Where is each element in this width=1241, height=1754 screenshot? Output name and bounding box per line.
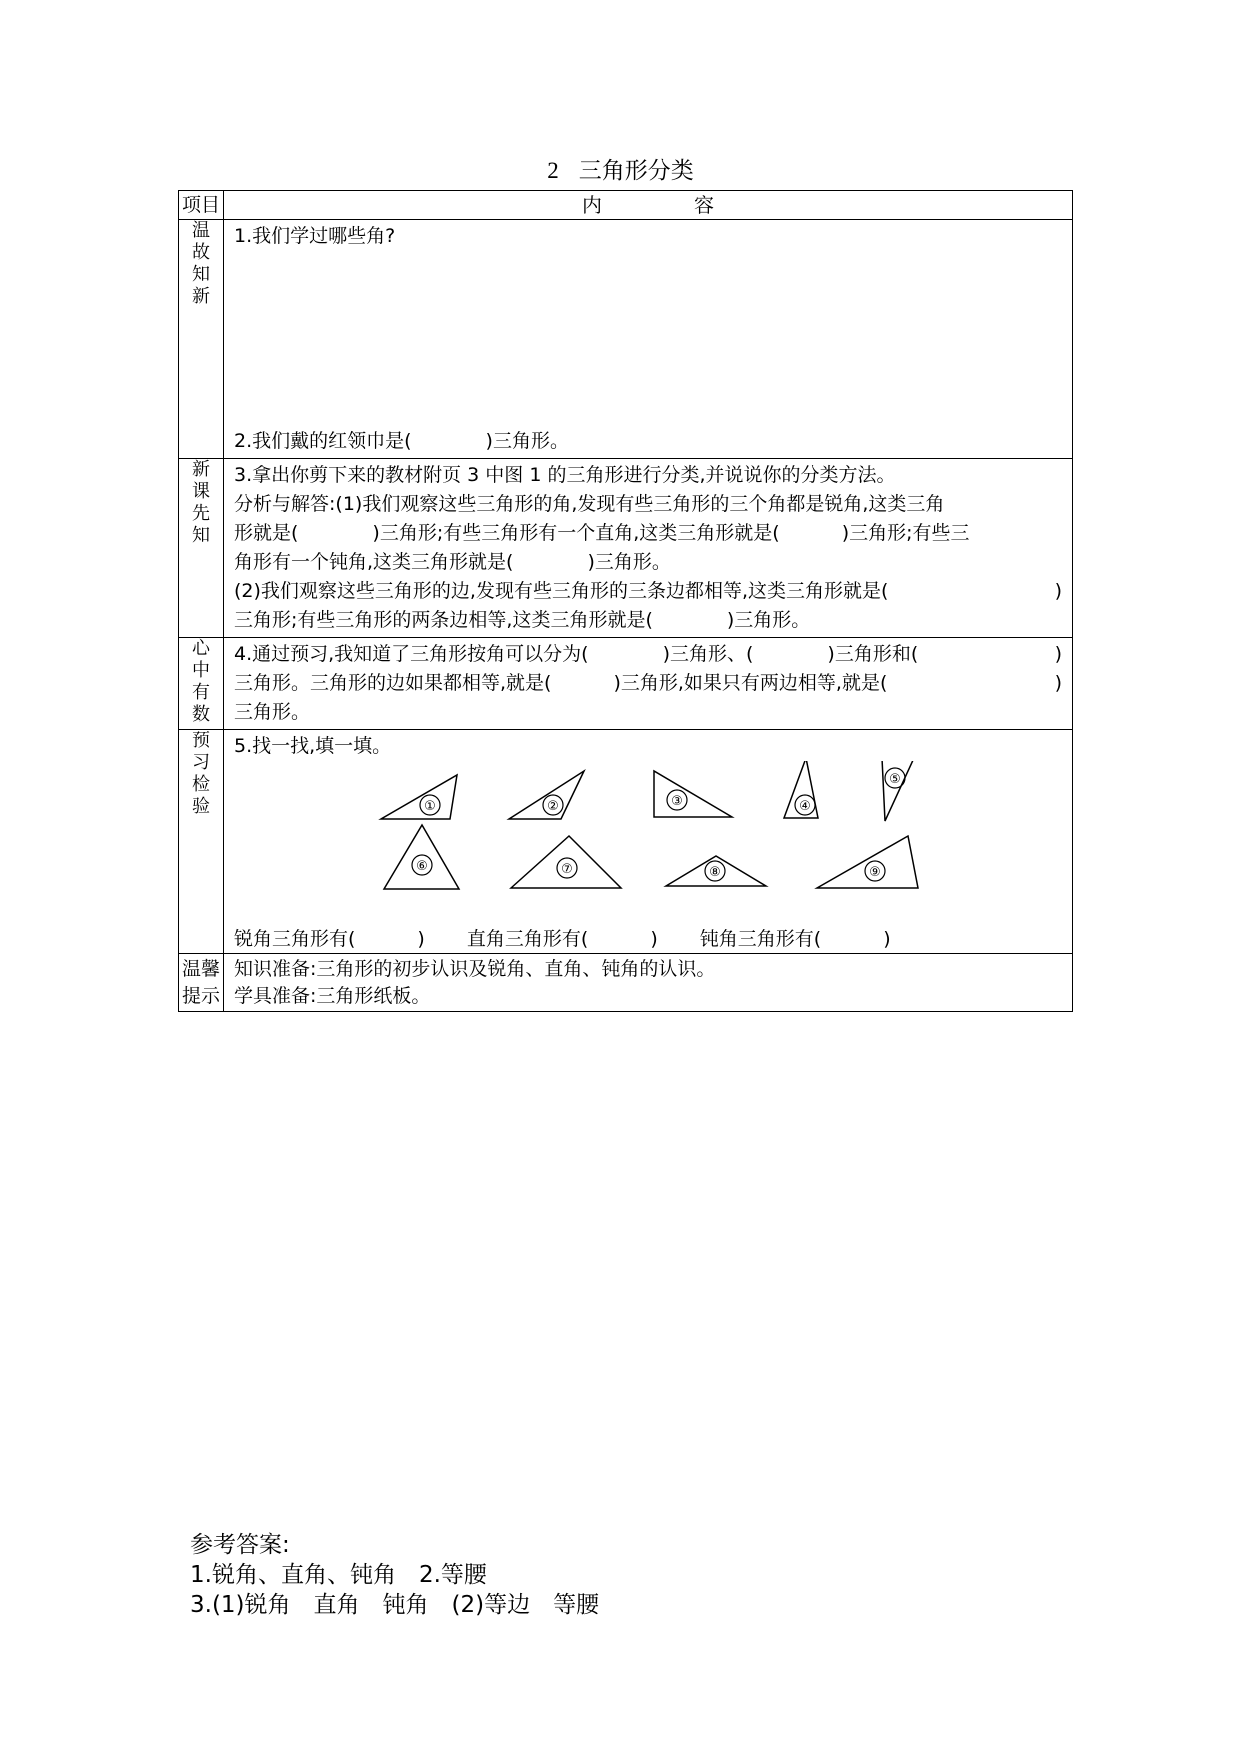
triangle-label-3: ③: [671, 794, 683, 809]
section-check-label: 预习检验: [179, 730, 224, 954]
title-number: 2: [547, 158, 559, 183]
section-tips-label: 温馨提示: [179, 954, 224, 1012]
triangle-3: [654, 771, 732, 817]
obtuse-answer: 钝角三角形有( ): [699, 928, 891, 950]
triangle-label-4: ④: [799, 799, 811, 814]
question-4-line-2: 三角形。三角形的边如果都相等,就是( )三角形,如果只有两边相等,就是( ): [234, 672, 1062, 694]
analysis-line-4: (2)我们观察这些三角形的边,发现有些三角形的三条边都相等,这类三角形就是( ): [234, 580, 1062, 602]
answers-heading: 参考答案:: [190, 1532, 290, 1558]
question-1: 1.我们学过哪些角?: [234, 225, 396, 247]
triangle-1: [381, 775, 457, 819]
header-item: 项目: [179, 191, 224, 220]
tip-tools: 学具准备:三角形纸板。: [234, 985, 431, 1007]
triangle-5: [882, 761, 914, 821]
question-4-line-1: 4.通过预习,我知道了三角形按角可以分为( )三角形、( )三角形和( ): [234, 643, 1062, 665]
section-tips-content: [224, 954, 1073, 1012]
section-summary-label: 心中有数: [179, 638, 224, 730]
question-3: 3.拿出你剪下来的教材附页 3 中图 1 的三角形进行分类,并说说你的分类方法。: [234, 464, 896, 486]
header-content: 内 容: [224, 191, 1073, 220]
triangle-label-7: ⑦: [561, 862, 573, 877]
section-review-content: [224, 220, 1073, 459]
reference-answers: [190, 1530, 599, 1620]
section-check: [179, 730, 1073, 954]
triangle-label-1: ①: [424, 799, 436, 814]
section-new-lesson-content: [224, 459, 1073, 638]
right-answer: 直角三角形有( ): [466, 928, 658, 950]
section-new-lesson: [179, 459, 1073, 638]
analysis-line-5: 三角形;有些三角形的两条边相等,这类三角形就是( )三角形。: [234, 609, 811, 631]
triangle-label-5: ⑤: [889, 772, 901, 787]
analysis-line-1: 分析与解答:(1)我们观察这些三角形的角,发现有些三角形的三个角都是锐角,这类三角: [234, 493, 945, 515]
title-text: 三角形分类: [578, 158, 694, 184]
triangle-label-8: ⑧: [709, 865, 721, 880]
classification-answers: [234, 925, 927, 953]
question-2: 2.我们戴的红领巾是( )三角形。: [234, 430, 569, 452]
answers-line-1: 1.锐角、直角、钝角 2.等腰: [190, 1562, 487, 1588]
question-5: 5.找一找,填一填。: [234, 735, 392, 757]
section-new-lesson-label: 新课先知: [179, 459, 224, 638]
analysis-line-2: 形就是( )三角形;有些三角形有一个直角,这类三角形就是( )三角形;有些三: [234, 522, 970, 544]
triangle-label-2: ②: [547, 799, 559, 814]
answers-line-2: 3.(1)锐角 直角 钝角 (2)等边 等腰: [190, 1592, 600, 1618]
header-row: [179, 191, 1073, 220]
acute-answer: 锐角三角形有( ): [234, 928, 425, 950]
section-check-content: [224, 730, 1073, 954]
section-tips: [179, 954, 1073, 1012]
question-4-line-3: 三角形。: [234, 701, 311, 723]
triangle-label-9: ⑨: [869, 865, 881, 880]
triangle-figure: [224, 761, 1072, 953]
section-summary: [179, 638, 1073, 730]
worksheet-table: [178, 190, 1073, 1012]
triangle-6: [384, 825, 459, 889]
analysis-line-3: 角形有一个钝角,这类三角形就是( )三角形。: [234, 551, 671, 573]
page-title: [0, 156, 1241, 186]
section-review: [179, 220, 1073, 459]
triangle-label-6: ⑥: [416, 859, 428, 874]
section-review-label: 温故知新: [179, 220, 224, 459]
section-summary-content: [224, 638, 1073, 730]
tip-knowledge: 知识准备:三角形的初步认识及锐角、直角、钝角的认识。: [234, 958, 716, 980]
triangle-9: [817, 836, 918, 888]
